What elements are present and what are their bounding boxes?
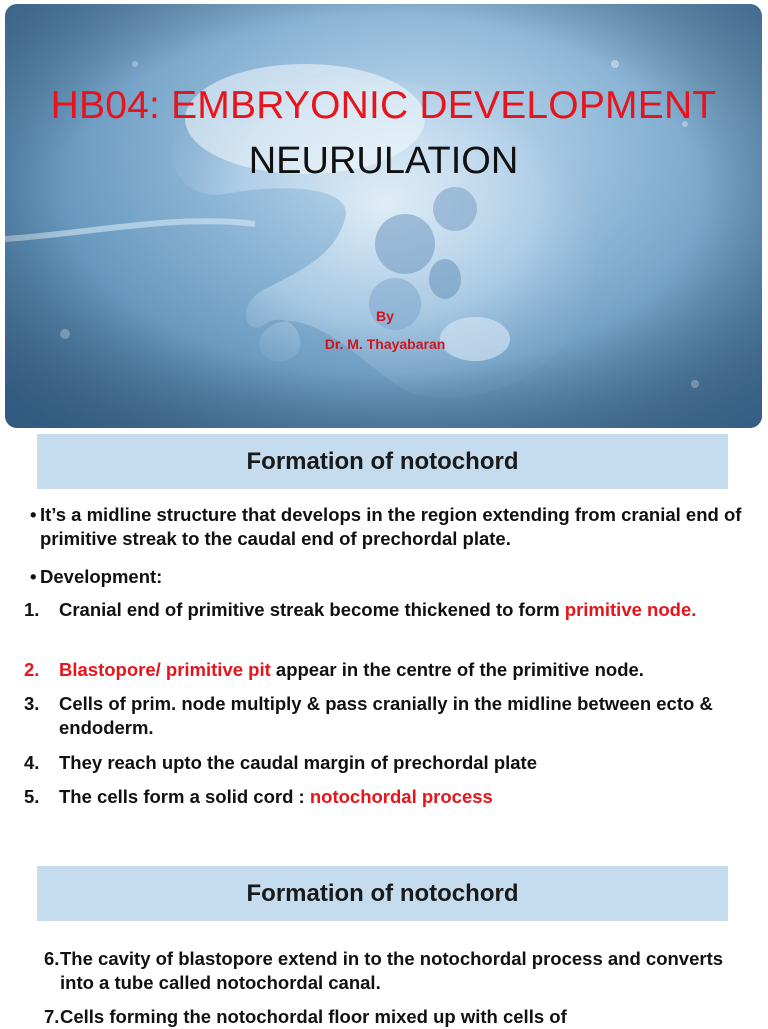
- item-text: They reach upto the caudal margin of prechordal plate: [59, 752, 538, 773]
- highlight-text: Blastopore/ primitive pit: [59, 659, 271, 680]
- highlight-text: notochordal process: [309, 786, 493, 807]
- bullet-text: It’s a midline structure that develops in the region extending from cranial end of primitive streak to the caudal end of prechordal plate.: [40, 504, 742, 549]
- title-slide: [5, 4, 762, 428]
- item-number: 1.: [24, 599, 40, 620]
- slide-subtitle: NEURULATION: [248, 140, 519, 182]
- item-text: Cranial end of primitive streak become thickened to form primitive node.: [59, 599, 697, 620]
- highlight-text: primitive node.: [564, 599, 697, 620]
- author-block: [305, 302, 465, 358]
- bullet-text: Development:: [40, 566, 163, 587]
- slide-title: HB04: EMBRYONIC DEVELOPMENT: [50, 84, 717, 127]
- bullet-marker: •: [30, 566, 37, 587]
- author-name: Dr. M. Thayabaran: [324, 336, 446, 352]
- item-number: 3.: [24, 693, 40, 714]
- section-header: Formation of notochord: [37, 866, 728, 921]
- item-number: 6.: [44, 948, 60, 969]
- section-header: Formation of notochord: [37, 434, 728, 489]
- item-text: The cells form a solid cord : notochordal process: [59, 786, 493, 807]
- item-text: Cells forming the notochordal floor mixed up with cells of: [60, 1006, 567, 1027]
- item-number: 5.: [24, 786, 40, 807]
- by-label: By: [376, 308, 394, 324]
- item-text: Blastopore/ primitive pit appear in the centre of the primitive node.: [59, 659, 644, 680]
- item-number: 7.: [44, 1006, 60, 1027]
- item-number: 4.: [24, 752, 40, 773]
- embryo-illustration: [5, 4, 762, 428]
- item-number: 2.: [24, 659, 40, 680]
- item-text: The cavity of blastopore extend in to the notochordal process and converts into a tube called notochordal canal.: [60, 948, 724, 993]
- item-text: Cells of prim. node multiply & pass cranially in the midline between ecto & endoderm.: [59, 693, 713, 738]
- bullet-marker: •: [30, 504, 37, 525]
